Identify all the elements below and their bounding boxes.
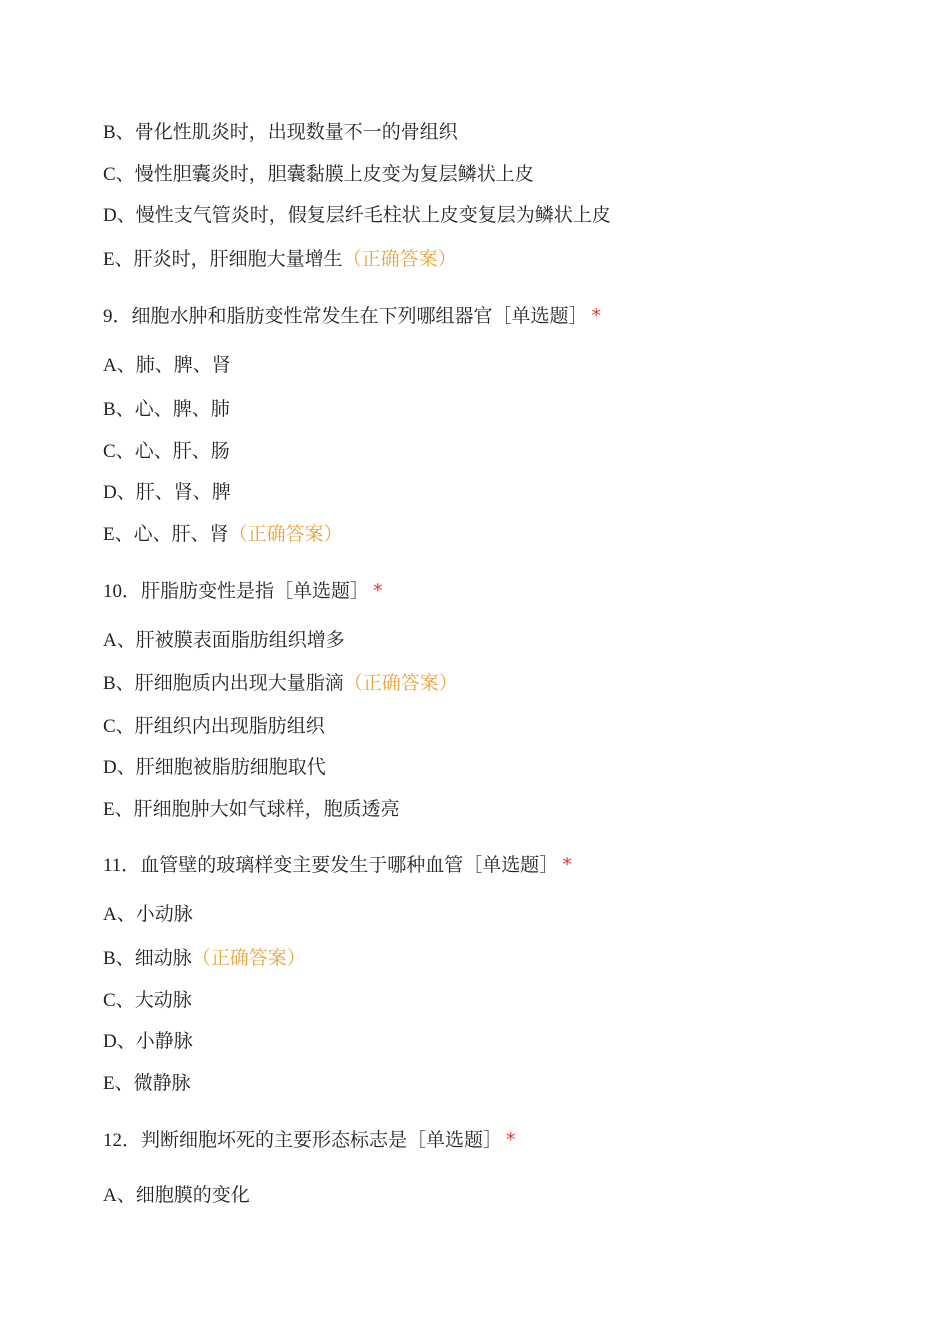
required-marker: * — [591, 305, 602, 327]
option-q9-b — [103, 396, 230, 423]
option-q11-b — [103, 945, 306, 972]
option-text: 心、脾、肺 — [134, 398, 230, 420]
option-letter: E、 — [103, 1073, 134, 1094]
required-marker: * — [506, 1129, 516, 1151]
correct-answer-marker: （正确答案） — [191, 947, 306, 969]
option-q10-e — [103, 796, 400, 823]
option-q10-b — [103, 670, 458, 697]
option-text: 骨化性肌炎时，出现数量不一的骨组织 — [134, 121, 458, 143]
correct-answer-marker: （正确答案） — [343, 672, 458, 694]
option-letter: C、 — [103, 441, 135, 462]
option-q9-d — [103, 479, 231, 506]
option-text: 肝组织内出现脂肪组织 — [134, 715, 325, 737]
option-letter: C、 — [103, 164, 135, 185]
question-text: 肝脂肪变性是指［单选题］ — [141, 580, 370, 602]
option-q11-e — [103, 1070, 191, 1097]
option-letter: B、 — [103, 673, 135, 694]
option-letter: C、 — [103, 716, 135, 737]
option-text: 心、肝、肠 — [134, 440, 230, 462]
option-letter: A、 — [103, 630, 136, 651]
option-letter: D、 — [103, 482, 136, 503]
option-text: 细胞膜的变化 — [135, 1184, 250, 1206]
option-q10-d — [103, 754, 326, 781]
option-q8-e — [103, 246, 457, 273]
option-letter: B、 — [103, 122, 135, 143]
question-number: 10． — [103, 581, 142, 602]
option-letter: C、 — [103, 990, 135, 1011]
option-q9-e — [103, 521, 343, 548]
option-text: 肝、肾、脾 — [135, 481, 231, 503]
option-letter: B、 — [103, 948, 135, 969]
option-letter: D、 — [103, 205, 136, 226]
question-11-stem — [103, 852, 572, 879]
question-12-stem — [103, 1127, 516, 1154]
option-letter: D、 — [103, 757, 136, 778]
option-text: 肺、脾、肾 — [135, 354, 231, 376]
option-q9-a — [103, 352, 231, 379]
option-q11-d — [103, 1028, 193, 1055]
option-q12-a — [103, 1182, 250, 1209]
option-text: 肝细胞肿大如气球样，胞质透亮 — [133, 798, 400, 820]
correct-answer-marker: （正确答案） — [342, 248, 457, 270]
question-text: 细胞水肿和脂肪变性常发生在下列哪组器官［单选题］ — [131, 305, 588, 327]
option-text: 肝细胞被脂肪细胞取代 — [135, 756, 326, 778]
question-9-stem — [103, 303, 601, 330]
question-number: 9． — [103, 306, 132, 327]
option-q9-c — [103, 438, 230, 465]
option-text: 肝炎时，肝细胞大量增生 — [133, 248, 343, 270]
option-text: 大动脉 — [134, 989, 192, 1011]
question-text: 血管壁的玻璃样变主要发生于哪种血管［单选题］ — [140, 854, 559, 876]
option-text: 细动脉 — [134, 947, 192, 969]
option-text: 心、肝、肾 — [133, 523, 229, 545]
option-letter: E、 — [103, 799, 134, 820]
option-text: 小动脉 — [135, 903, 193, 925]
option-q8-d — [103, 202, 611, 229]
question-10-stem — [103, 578, 383, 605]
option-text: 肝细胞质内出现大量脂滴 — [134, 672, 344, 694]
option-text: 慢性胆囊炎时，胆囊黏膜上皮变为复层鳞状上皮 — [134, 163, 534, 185]
option-q10-a — [103, 627, 345, 654]
option-q8-c — [103, 161, 534, 188]
option-text: 肝被膜表面脂肪组织增多 — [135, 629, 345, 651]
question-number: 12． — [103, 1130, 142, 1151]
option-q10-c — [103, 713, 325, 740]
required-marker: * — [373, 580, 383, 602]
option-q8-b — [103, 119, 458, 146]
option-text: 慢性支气管炎时，假复层纤毛柱状上皮变复层为鳞状上皮 — [135, 204, 611, 226]
option-letter: A、 — [103, 904, 136, 925]
option-letter: A、 — [103, 1185, 136, 1206]
option-text: 小静脉 — [135, 1030, 193, 1052]
option-letter: D、 — [103, 1031, 136, 1052]
option-letter: E、 — [103, 249, 134, 270]
option-q11-c — [103, 987, 192, 1014]
option-letter: B、 — [103, 399, 135, 420]
option-letter: E、 — [103, 524, 134, 545]
option-letter: A、 — [103, 355, 136, 376]
required-marker: * — [562, 854, 572, 876]
option-text: 微静脉 — [133, 1072, 191, 1094]
question-number: 11． — [103, 855, 141, 876]
correct-answer-marker: （正确答案） — [228, 523, 343, 545]
option-q11-a — [103, 901, 193, 928]
question-text: 判断细胞坏死的主要形态标志是［单选题］ — [141, 1129, 503, 1151]
